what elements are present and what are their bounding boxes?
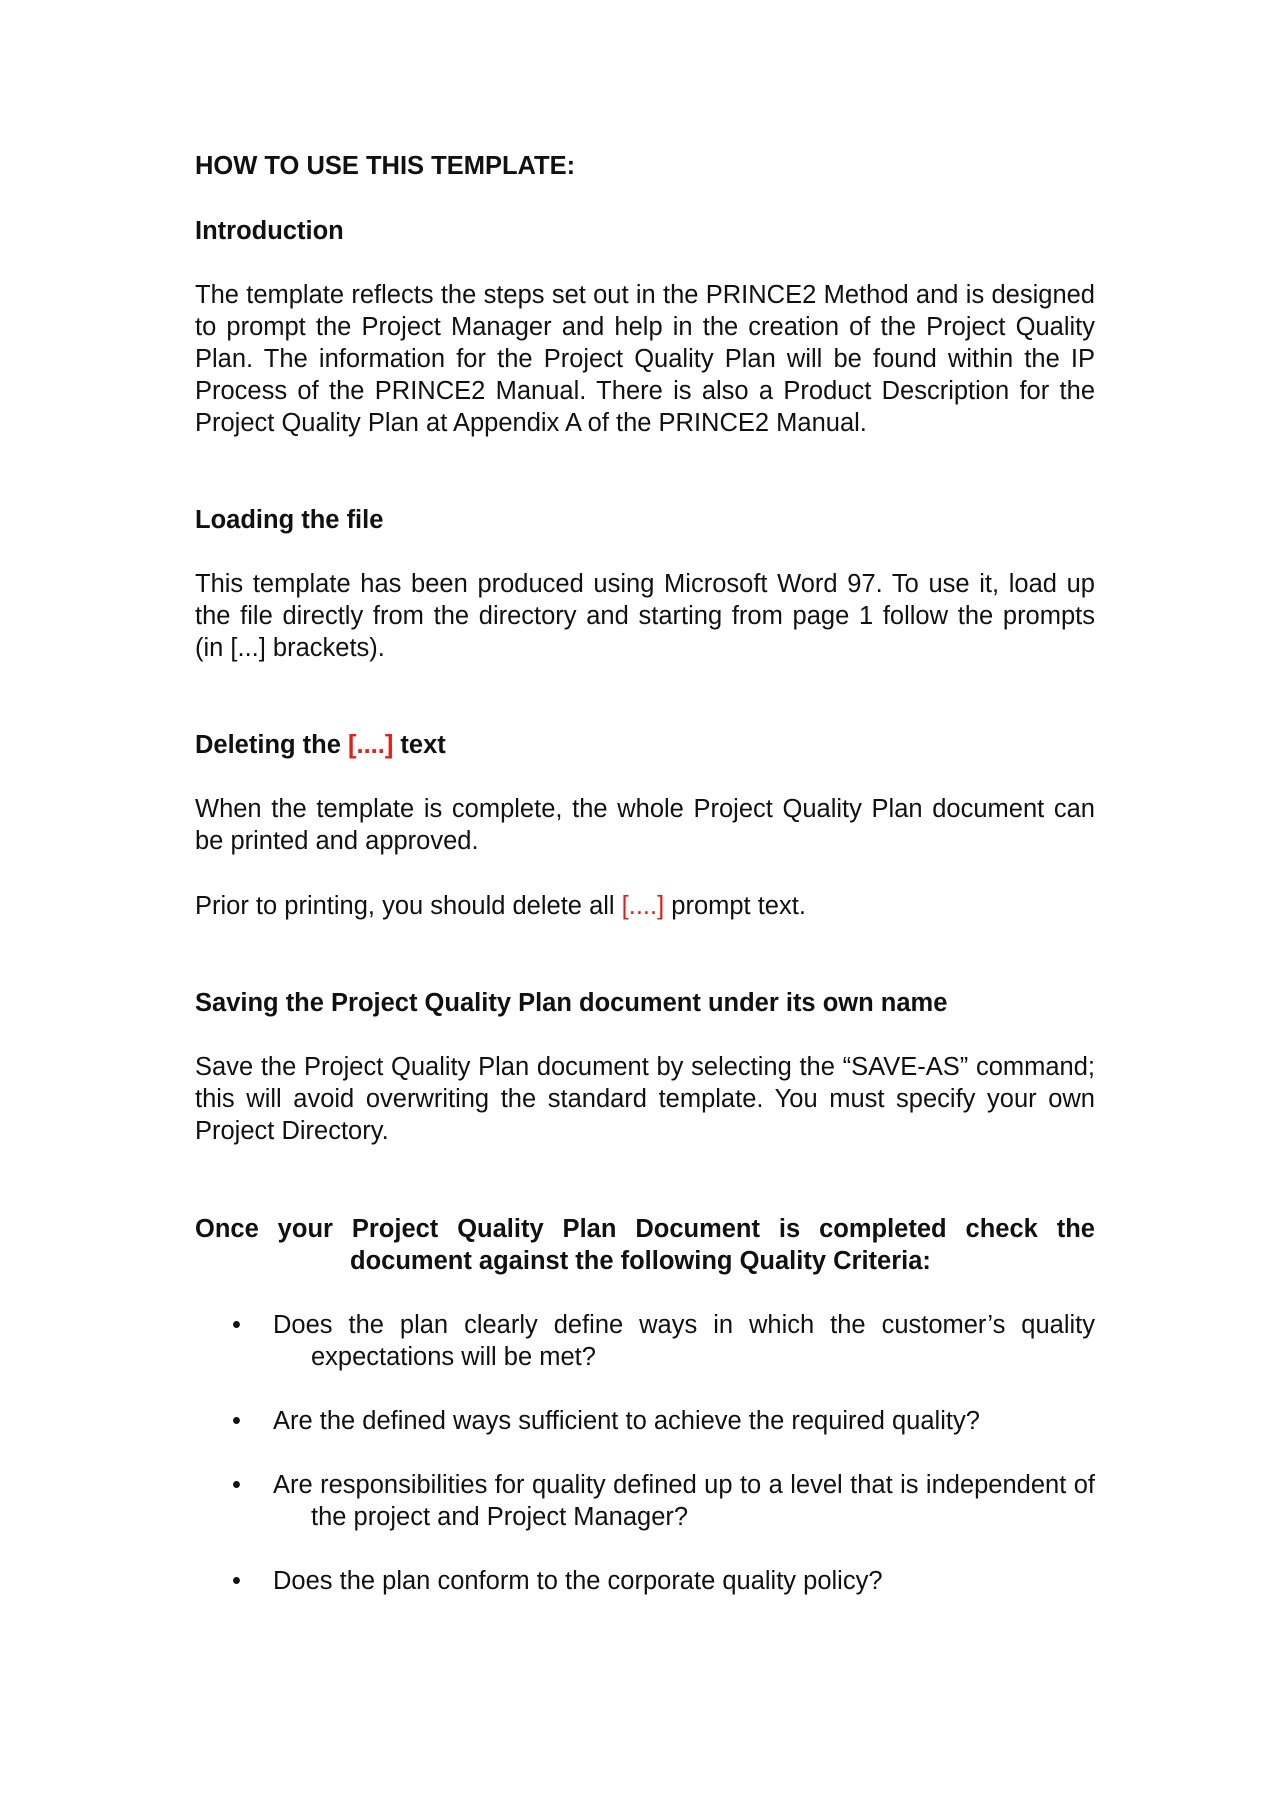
spacer [195,1019,1095,1051]
bullet-marker: • [232,1407,241,1435]
criteria-heading [195,1213,1095,1277]
intro-paragraph: The template reflects the steps set out in the PRINCE2 Method and is designed to prompt the Project Manager and help in the creation of the Project Quality Plan. The information for the Project Quality Plan will be found within the IP Process of the PRINCE2 Manual. There is also a Product Description for the Project Quality Plan at Appendix A of the PRINCE2 Manual. [195,281,1095,437]
spacer [195,247,1095,279]
saving-heading: Saving the Project Quality Plan document under its own name [195,989,948,1017]
list-item [195,1405,1095,1437]
list-item-text: Does the plan clearly define ways in which the customer’s quality expectations will be met? [273,1311,1095,1371]
prompt-marker: [....] [348,731,394,759]
spacer [195,761,1095,793]
intro-heading: Introduction [195,217,344,245]
spacer [195,857,1095,890]
list-item [195,1469,1095,1533]
criteria-heading-line-1: Once your Project Quality Plan Document is completed check the [195,1215,1095,1243]
deleting-heading-before: Deleting the [195,731,349,759]
list-item [195,1565,1095,1597]
document-page [195,150,1095,1597]
deleting-body2-before: Prior to printing, you should delete all [195,892,622,920]
spacer [195,182,1095,215]
bullet-marker: • [232,1311,241,1339]
spacer [195,1277,1095,1309]
criteria-list [195,1309,1095,1597]
spacer [195,664,1095,729]
deleting-paragraph-2 [195,890,1095,922]
spacer [195,1147,1095,1213]
deleting-body2-after: prompt text. [664,892,806,920]
deleting-paragraph-1: When the template is complete, the whole Project Quality Plan document can be printed and approved. [195,795,1095,855]
spacer [195,536,1095,568]
list-item-text: Are responsibilities for quality defined up to a level that is independent of the project and Project Manager? [273,1471,1095,1531]
page-title: HOW TO USE THIS TEMPLATE: [195,152,576,180]
criteria-heading-line-2: document against the following Quality Criteria: [350,1247,931,1275]
bullet-marker: • [232,1567,241,1595]
prompt-marker: [....] [621,892,665,920]
list-item [195,1309,1095,1373]
list-item-text: Are the defined ways sufficient to achieve the required quality? [273,1407,980,1435]
saving-paragraph: Save the Project Quality Plan document by selecting the “SAVE-AS” command; this will avoid overwriting the standard template. You must specify your own Project Directory. [195,1053,1095,1145]
bullet-marker: • [232,1471,241,1499]
list-item-text: Does the plan conform to the corporate quality policy? [273,1567,883,1595]
deleting-heading [195,729,1095,761]
deleting-heading-after: text [393,731,446,759]
spacer [195,439,1095,504]
loading-heading: Loading the file [195,506,384,534]
loading-paragraph: This template has been produced using Microsoft Word 97. To use it, load up the file directly from the directory and starting from page 1 follow the prompts (in [...] brackets). [195,570,1095,662]
spacer [195,922,1095,987]
